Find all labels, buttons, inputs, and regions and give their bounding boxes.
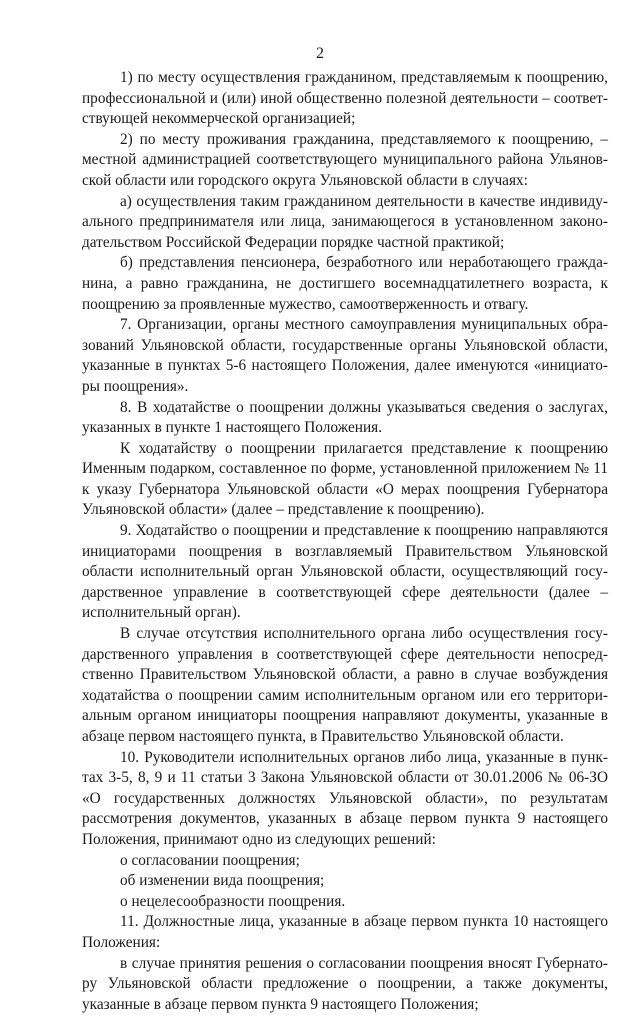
paragraph: в случае принятия решения о согласовании поощрения вносят Губернатору Ульяновской области предложение о поощрении, а также документы, указанные в абзаце первом пункта 9 настоящего Положения; bbox=[82, 954, 608, 1013]
paragraph: К ходатайству о поощрении прилагается представление к поощрению Именным подарком, составленное по форме, установленной приложением № 11 к указу Губернатора Ульяновской области «О мерах поощрения Губернатора Ульяновской области» (далее – представление к поощрению). bbox=[82, 439, 608, 519]
paragraph: 9. Ходатайство о поощрении и представление к поощрению направляются инициаторами поощрения в возглавляемый Правительством Ульяновской области исполнительный орган Ульяновской области, осуществляющий государственное управление в соответствующей сфере деятельности (далее – исполнительный орган). bbox=[82, 522, 608, 622]
paragraph: а) осуществления таким гражданином деятельности в качестве индивидуального предпринимателя или лица, занимающегося в установленном законодательством Российской Федерации порядке частной практикой; bbox=[82, 192, 608, 251]
paragraph: 7. Организации, органы местного самоуправления муниципальных образований Ульяновской области, государственные органы Ульяновской области, указанные в пунктах 5-6 настоящего Положения, далее именуются «инициаторы поощрения». bbox=[82, 316, 608, 395]
paragraph: 2) по месту проживания гражданина, представляемого к поощрению, – местной администрацией соответствующего муниципального района Ульяновской области или городского округа Ульяновской области в случаях: bbox=[82, 130, 608, 189]
list-item: о согласовании поощрения; bbox=[120, 851, 300, 869]
paragraph: 1) по месту осуществления гражданином, представляемым к поощрению, профессиональной и (или) иной общественно полезной деятельности – соответствующей некоммерческой организацией; bbox=[82, 69, 608, 128]
list-item: об изменении вида поощрения; bbox=[120, 872, 325, 890]
list-item: о нецелесообразности поощрения. bbox=[120, 892, 346, 910]
paragraph: 11. Должностные лица, указанные в абзаце первом пункта 10 настоящего Положения: bbox=[82, 913, 608, 951]
document-body bbox=[82, 68, 608, 1015]
paragraph: 8. В ходатайстве о поощрении должны указываться сведения о заслугах, указанных в пункте 1 настоящего Положения. bbox=[82, 398, 608, 437]
paragraph: В случае отсутствия исполнительного органа либо осуществления государственного управления в соответствующей сфере деятельности непосредственно Правительством Ульяновской области, а равно в случае возбуждения ходатайства о поощрении самим исполнительным органом или его территориальным органом инициаторы поощрения направляют документы, указанные в абзаце первом настоящего пункта, в Правительство Ульяновской области. bbox=[82, 625, 608, 745]
paragraph: 10. Руководители исполнительных органов либо лица, указанные в пунктах 3-5, 8, 9 и 11 статьи 3 Закона Ульяновской области от 30.01.2006 № 06-ЗО «О государственных должностях Ульяновской области», по результатам рассмотрения документов, указанных в абзаце первом пункта 9 настоящего Положения, принимают одно из следующих решений: bbox=[82, 748, 608, 848]
page-number: 2 bbox=[316, 45, 324, 62]
paragraph: б) представления пенсионера, безработного или неработающего гражданина, а равно гражданина, не достигшего восемнадцатилетнего возраста, к поощрению за проявленные мужество, самоотверженность и отвагу. bbox=[82, 254, 608, 313]
